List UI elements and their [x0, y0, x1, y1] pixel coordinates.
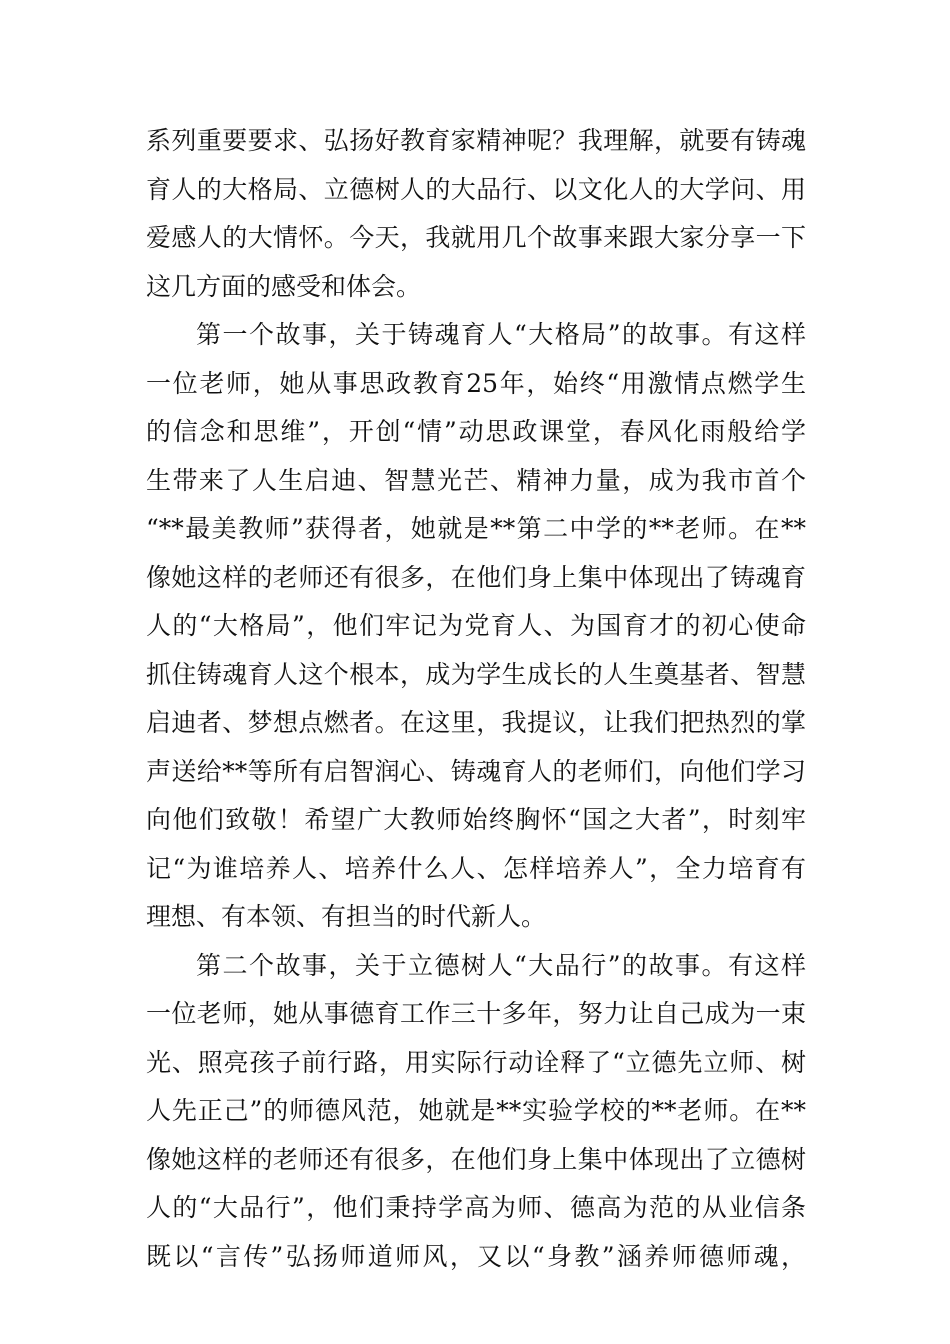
text-line: 抓住铸魂育人这个根本，成为学生成长的人生奠基者、智慧	[146, 659, 806, 689]
text-line: 记“为谁培养人、培养什么人、怎样培养人”，全力培育有	[146, 853, 806, 883]
text-line: “**最美教师”获得者，她就是**第二中学的**老师。在**	[146, 514, 806, 543]
text-line: 像她这样的老师还有很多，在他们身上集中体现出了铸魂育	[146, 562, 806, 592]
text-line: 系列重要要求、弘扬好教育家精神呢？我理解，就要有铸魂	[146, 126, 806, 155]
text-line: 人的“大品行”，他们秉持学高为师、德高为范的从业信条	[146, 1193, 806, 1222]
text-line: 像她这样的老师还有很多，在他们身上集中体现出了立德树	[146, 1144, 806, 1174]
text-line: 第二个故事，关于立德树人“大品行”的故事。有这样	[196, 950, 806, 980]
text-line: 生带来了人生启迪、智慧光芒、精神力量，成为我市首个	[146, 465, 806, 495]
document-body	[146, 117, 806, 1281]
text-line: 一位老师，她从事德育工作三十多年，努力让自己成为一束	[146, 999, 806, 1028]
paragraph-intro-continuation	[146, 117, 806, 311]
text-line: 启迪者、梦想点燃者。在这里，我提议，让我们把热烈的掌	[146, 708, 806, 737]
text-line: 向他们致敬！希望广大教师始终胸怀“国之大者”，时刻牢	[146, 805, 806, 834]
paragraph-story-one	[146, 311, 806, 942]
text-line: 这几方面的感受和体会。	[146, 271, 422, 301]
text-line: 既以“言传”弘扬师道师风，又以“身教”涵养师德师魂，	[146, 1241, 806, 1271]
text-line: 光、照亮孩子前行路，用实际行动诠释了“立德先立师、树	[146, 1047, 806, 1077]
paragraph-story-two	[146, 942, 806, 1282]
text-line: 人的“大格局”，他们牢记为党育人、为国育才的初心使命	[146, 611, 806, 640]
text-line: 的信念和思维”，开创“情”动思政课堂，春风化雨般给学	[146, 417, 806, 446]
text-line: 育人的大格局、立德树人的大品行、以文化人的大学问、用	[146, 174, 806, 204]
text-line: 声送给**等所有启智润心、铸魂育人的老师们，向他们学习	[146, 756, 806, 786]
text-line: 爱感人的大情怀。今天，我就用几个故事来跟大家分享一下	[146, 223, 806, 252]
text-line: 一位老师，她从事思政教育25年，始终“用激情点燃学生	[146, 368, 806, 398]
text-line: 第一个故事，关于铸魂育人“大格局”的故事。有这样	[196, 320, 806, 349]
text-line: 理想、有本领、有担当的时代新人。	[146, 902, 547, 931]
text-line: 人先正己”的师德风范，她就是**实验学校的**老师。在**	[146, 1096, 806, 1125]
